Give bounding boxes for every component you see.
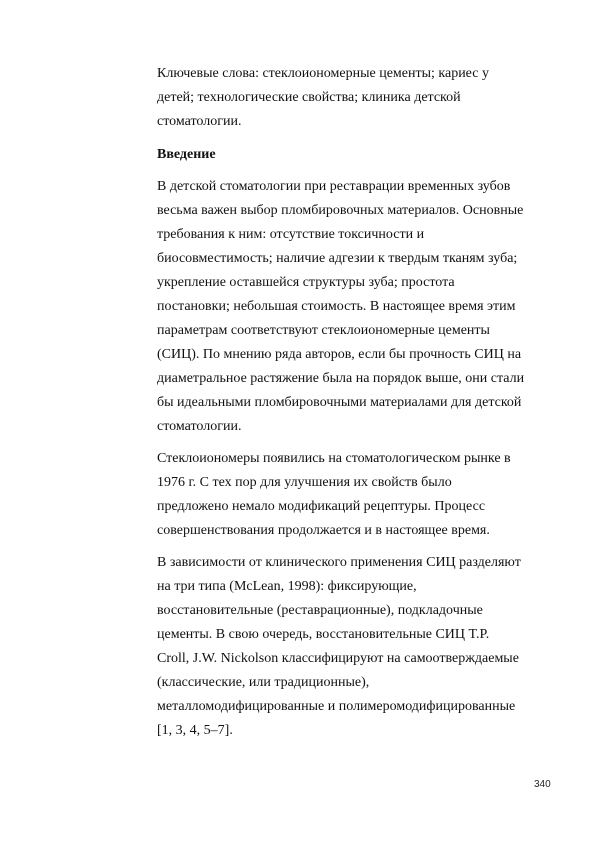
section-heading-text: Введение [157, 147, 216, 162]
paragraph-line: параметрам соответствуют стеклоиономерные цементы [157, 323, 490, 338]
paragraph-line: 1976 г. С тех пор для улучшения их свойств было [157, 475, 452, 490]
paragraph-line: диаметральное растяжение была на порядок выше, они стали [157, 371, 525, 386]
page-number: 340 [534, 779, 551, 790]
keywords-paragraph [157, 62, 539, 134]
paragraph-line: стоматологии. [157, 419, 242, 434]
paragraph-line: постановки; небольшая стоимость. В настоящее время этим [157, 299, 516, 314]
paragraph-line: весьма важен выбор пломбировочных материалов. Основные [157, 203, 524, 218]
paragraph-line: требования к ним: отсутствие токсичности и [157, 227, 425, 242]
paragraph-line: Croll, J.W. Nickolson классифицируют на самоотверждаемые [157, 651, 519, 666]
intro-paragraph-1 [157, 175, 539, 439]
paragraph-line: биосовместимость; наличие адгезии к твердым тканям зуба; [157, 251, 518, 266]
paragraph-line: совершенствования продолжается и в настоящее время. [157, 523, 490, 538]
paragraph-line: В зависимости от клинического применения СИЦ разделяют [157, 555, 521, 570]
paragraph-line: [1, 3, 4, 5–7]. [157, 723, 233, 738]
keywords-line: детей; технологические свойства; клиника детской [157, 90, 461, 105]
paragraph-line: В детской стоматологии при реставрации временных зубов [157, 179, 511, 194]
keywords-line: Ключевые слова: стеклоиономерные цементы; кариес у [157, 66, 489, 81]
paragraph-line: предложено немало модификаций рецептуры. Процесс [157, 499, 486, 514]
document-page [157, 62, 539, 743]
keywords-line: стоматологии. [157, 114, 242, 129]
paragraph-line: укрепление оставшейся структуры зуба; простота [157, 275, 455, 290]
paragraph-line: на три типа (McLean, 1998): фиксирующие, [157, 579, 417, 594]
paragraph-line: цементы. В свою очередь, восстановительные СИЦ T.P. [157, 627, 490, 642]
paragraph-line: (СИЦ). По мнению ряда авторов, если бы прочность СИЦ на [157, 347, 522, 362]
paragraph-line: восстановительные (реставрационные), подкладочные [157, 603, 483, 618]
paragraph-line: металломодифицированные и полимеромодифицированные [157, 699, 516, 714]
paragraph-line: бы идеальными пломбировочными материалами для детской [157, 395, 522, 410]
paragraph-line: (классические, или традиционные), [157, 675, 370, 690]
paragraph-line: Стеклоиономеры появились на стоматологическом рынке в [157, 451, 511, 466]
intro-paragraph-3 [157, 551, 539, 743]
section-heading [157, 143, 539, 167]
intro-paragraph-2 [157, 447, 539, 543]
